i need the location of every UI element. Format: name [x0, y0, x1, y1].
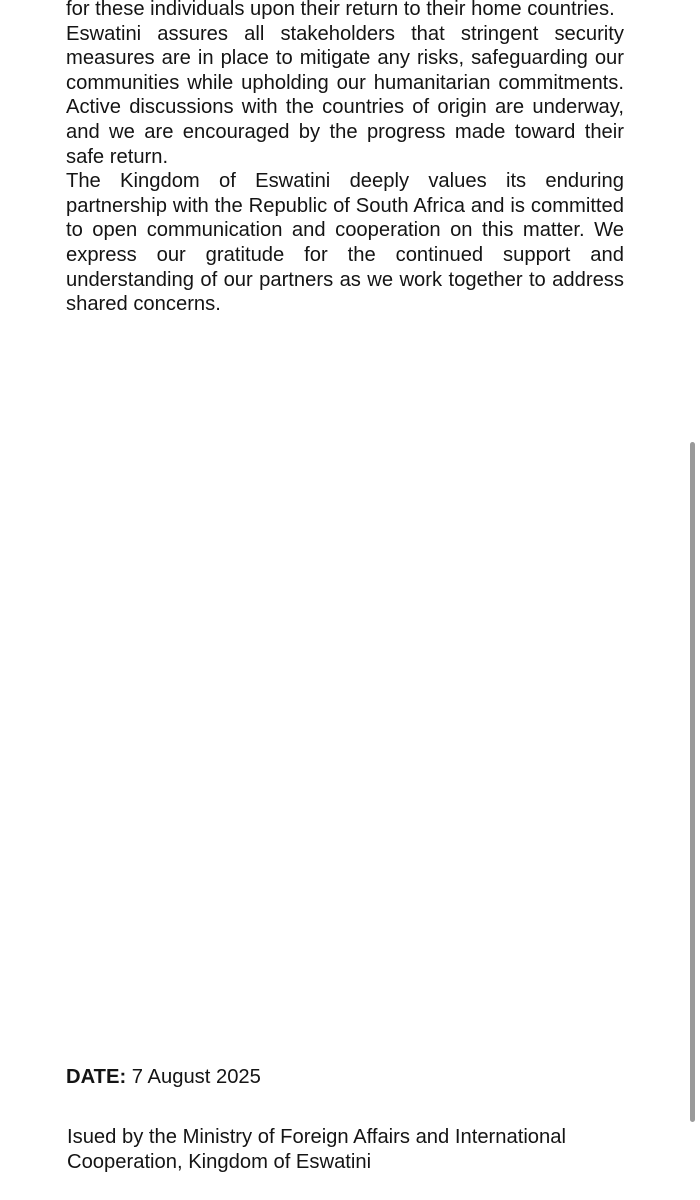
date-value: 7 August 2025	[131, 1066, 261, 1088]
date-line	[66, 1065, 626, 1090]
paragraph-security-assurance: Eswatini assures all stakeholders that stringent security measures are in place to mitigate any risks, safeguarding our communities while upholding our humanitarian commitments. Active discussions with the countries of origin are underway, and we are encouraged by the progress made toward their safe return.	[66, 22, 624, 168]
issued-by-statement: Isued by the Ministry of Foreign Affairs and International Cooperation, Kingdom of Eswatini	[67, 1126, 566, 1173]
paragraph-continuation: for these individuals upon their return to their home countries.	[66, 0, 615, 20]
scrollbar-track[interactable]	[686, 0, 700, 1200]
scrollbar-thumb[interactable]	[690, 442, 695, 1122]
document-body	[66, 0, 624, 317]
paragraph-partnership: The Kingdom of Eswatini deeply values its enduring partnership with the Republic of South Africa and is committed to open communication and cooperation on this matter. We express our gratitude for the continued support and understanding of our partners as we work together to address shared concerns.	[66, 170, 624, 316]
date-label: DATE:	[66, 1066, 127, 1088]
